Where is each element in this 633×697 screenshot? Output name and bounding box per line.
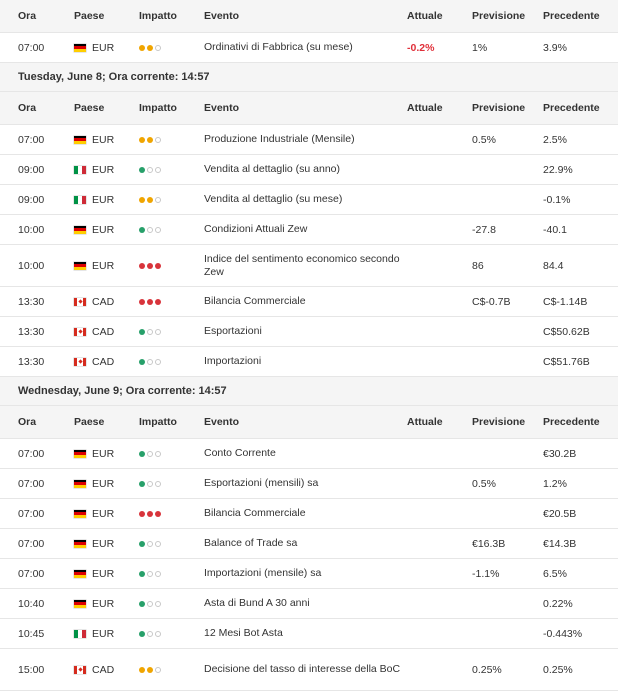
flag-de-icon: [74, 450, 86, 458]
impact-dot-filled-icon: [147, 299, 153, 305]
event-country: [74, 508, 139, 520]
impact-dot-filled-icon: [139, 511, 145, 517]
event-row[interactable]: [0, 125, 618, 155]
impact-dot-empty-icon: [147, 481, 153, 487]
impact-dot-filled-icon: [139, 137, 145, 143]
event-country: [74, 326, 139, 338]
impact-dot-empty-icon: [147, 601, 153, 607]
impact-dot-empty-icon: [155, 451, 161, 457]
impact-dot-empty-icon: [147, 329, 153, 335]
flag-it-icon: [74, 166, 86, 174]
currency-code: EUR: [92, 259, 115, 272]
event-row[interactable]: [0, 33, 618, 63]
impact-indicator: [139, 359, 204, 365]
event-country: [74, 356, 139, 368]
impact-indicator: [139, 511, 204, 517]
impact-indicator: [139, 481, 204, 487]
impact-dot-empty-icon: [147, 167, 153, 173]
column-header-event: Evento: [204, 101, 240, 114]
column-header-country: Paese: [74, 10, 105, 22]
impact-dot-empty-icon: [147, 359, 153, 365]
event-country: [74, 194, 139, 206]
impact-dot-filled-icon: [147, 667, 153, 673]
event-time: 07:00: [18, 477, 45, 490]
event-country: [74, 224, 139, 236]
column-header-country: Paese: [74, 102, 105, 114]
previous-value: -0.1%: [543, 193, 571, 206]
impact-dot-empty-icon: [155, 329, 161, 335]
impact-dot-filled-icon: [147, 137, 153, 143]
event-row[interactable]: [0, 589, 618, 619]
event-country: [74, 164, 139, 176]
event-row[interactable]: [0, 347, 618, 377]
event-name[interactable]: Indice del sentimento economico secondo Zew: [204, 252, 400, 278]
column-header-forecast: Previsione: [472, 416, 526, 428]
forecast-value: -1.1%: [472, 567, 500, 580]
event-country: [74, 42, 139, 54]
impact-dot-filled-icon: [139, 263, 145, 269]
currency-code: EUR: [92, 163, 115, 176]
flag-de-icon: [74, 600, 86, 608]
table-header: [0, 406, 618, 439]
impact-dot-empty-icon: [155, 481, 161, 487]
impact-dot-filled-icon: [139, 227, 145, 233]
event-name[interactable]: Condizioni Attuali Zew: [204, 223, 308, 235]
currency-code: CAD: [92, 325, 115, 338]
currency-code: EUR: [92, 627, 115, 640]
forecast-value: €16.3B: [472, 537, 506, 550]
event-time: 07:00: [18, 567, 45, 580]
impact-dot-filled-icon: [139, 45, 145, 51]
flag-de-icon: [74, 262, 86, 270]
impact-dot-filled-icon: [147, 511, 153, 517]
currency-code: CAD: [92, 663, 115, 676]
event-name[interactable]: Importazioni: [204, 355, 262, 367]
event-country: [74, 598, 139, 610]
column-header-actual: Attuale: [407, 416, 443, 428]
column-header-event: Evento: [204, 415, 240, 428]
previous-value: 0.22%: [543, 597, 573, 610]
flag-it-icon: [74, 630, 86, 638]
table-header: [0, 0, 618, 33]
event-name[interactable]: Asta di Bund A 30 anni: [204, 597, 310, 609]
column-header-previous: Precedente: [543, 102, 600, 114]
date-section-title: Tuesday, June 8; Ora corrente: 14:57: [0, 63, 618, 92]
event-country: [74, 134, 139, 146]
impact-dot-empty-icon: [147, 571, 153, 577]
column-header-time: Ora: [18, 10, 37, 22]
column-header-previous: Precedente: [543, 10, 600, 22]
event-name[interactable]: Conto Corrente: [204, 447, 276, 459]
currency-code: EUR: [92, 447, 115, 460]
forecast-value: 0.5%: [472, 477, 496, 490]
impact-dot-empty-icon: [155, 197, 161, 203]
flag-de-icon: [74, 226, 86, 234]
flag-de-icon: [74, 136, 86, 144]
forecast-value: 0.25%: [472, 663, 502, 676]
forecast-value: -27.8: [472, 223, 496, 236]
actual-value: -0.2%: [407, 41, 435, 54]
event-time: 10:00: [18, 223, 45, 236]
impact-dot-empty-icon: [155, 601, 161, 607]
event-country: [74, 448, 139, 460]
impact-dot-empty-icon: [155, 227, 161, 233]
column-header-time: Ora: [18, 102, 37, 114]
event-country: [74, 260, 139, 272]
impact-dot-empty-icon: [147, 631, 153, 637]
event-row[interactable]: [0, 317, 618, 347]
previous-value: -40.1: [543, 223, 567, 236]
event-time: 09:00: [18, 163, 45, 176]
previous-value: €20.5B: [543, 507, 577, 520]
currency-code: CAD: [92, 355, 115, 368]
event-time: 10:40: [18, 597, 45, 610]
event-row[interactable]: [0, 559, 618, 589]
event-time: 07:00: [18, 507, 45, 520]
impact-dot-filled-icon: [139, 601, 145, 607]
impact-indicator: [139, 541, 204, 547]
event-time: 13:30: [18, 295, 45, 308]
impact-dot-filled-icon: [147, 45, 153, 51]
previous-value: €14.3B: [543, 537, 577, 550]
previous-value: €30.2B: [543, 447, 577, 460]
date-section-title: Wednesday, June 9; Ora corrente: 14:57: [0, 377, 618, 406]
impact-indicator: [139, 299, 204, 305]
currency-code: EUR: [92, 41, 115, 54]
impact-indicator: [139, 601, 204, 607]
impact-dot-filled-icon: [139, 631, 145, 637]
impact-dot-empty-icon: [147, 541, 153, 547]
flag-ca-icon: [74, 298, 86, 306]
impact-dot-filled-icon: [139, 359, 145, 365]
impact-dot-empty-icon: [147, 227, 153, 233]
currency-code: EUR: [92, 193, 115, 206]
table-header: [0, 92, 618, 125]
event-time: 07:00: [18, 447, 45, 460]
event-time: 15:00: [18, 663, 45, 676]
currency-code: EUR: [92, 597, 115, 610]
impact-dot-filled-icon: [147, 197, 153, 203]
event-country: [74, 628, 139, 640]
event-time: 10:45: [18, 627, 45, 640]
column-header-forecast: Previsione: [472, 102, 526, 114]
impact-dot-empty-icon: [155, 571, 161, 577]
event-time: 13:30: [18, 355, 45, 368]
event-country: [74, 296, 139, 308]
event-row[interactable]: [0, 529, 618, 559]
flag-de-icon: [74, 510, 86, 518]
currency-code: EUR: [92, 537, 115, 550]
previous-value: C$50.62B: [543, 325, 590, 338]
event-row[interactable]: [0, 619, 618, 649]
impact-indicator: [139, 571, 204, 577]
column-header-impact: Impatto: [139, 416, 177, 428]
impact-dot-filled-icon: [139, 329, 145, 335]
column-header-impact: Impatto: [139, 102, 177, 114]
event-row[interactable]: [0, 215, 618, 245]
impact-dot-filled-icon: [139, 541, 145, 547]
event-name[interactable]: Vendita al dettaglio (su anno): [204, 163, 341, 175]
impact-indicator: [139, 227, 204, 233]
flag-de-icon: [74, 570, 86, 578]
column-header-time: Ora: [18, 416, 37, 428]
column-header-actual: Attuale: [407, 10, 443, 22]
previous-value: -0.443%: [543, 627, 583, 640]
currency-code: EUR: [92, 133, 115, 146]
previous-value: 3.9%: [543, 41, 567, 54]
currency-code: EUR: [92, 223, 115, 236]
event-row[interactable]: [0, 287, 618, 317]
event-row[interactable]: [0, 499, 618, 529]
impact-dot-empty-icon: [155, 137, 161, 143]
previous-value: 6.5%: [543, 567, 567, 580]
impact-dot-filled-icon: [155, 263, 161, 269]
flag-ca-icon: [74, 328, 86, 336]
impact-dot-filled-icon: [155, 511, 161, 517]
event-name[interactable]: Bilancia Commerciale: [204, 507, 306, 519]
event-name[interactable]: Bilancia Commerciale: [204, 295, 306, 307]
column-header-event: Evento: [204, 9, 240, 22]
column-header-impact: Impatto: [139, 10, 177, 22]
impact-dot-empty-icon: [155, 541, 161, 547]
previous-value: 1.2%: [543, 477, 567, 490]
impact-dot-empty-icon: [155, 631, 161, 637]
event-row[interactable]: [0, 185, 618, 215]
event-name[interactable]: Vendita al dettaglio (su mese): [204, 193, 343, 205]
impact-dot-empty-icon: [155, 359, 161, 365]
event-country: [74, 664, 139, 676]
event-row[interactable]: [0, 649, 618, 691]
event-name[interactable]: Ordinativi di Fabbrica (su mese): [204, 41, 353, 53]
currency-code: EUR: [92, 477, 115, 490]
event-row[interactable]: [0, 245, 618, 287]
flag-ca-icon: [74, 666, 86, 674]
event-name[interactable]: Esportazioni: [204, 325, 262, 337]
impact-indicator: [139, 167, 204, 173]
event-row[interactable]: [0, 469, 618, 499]
currency-code: EUR: [92, 507, 115, 520]
impact-dot-empty-icon: [155, 45, 161, 51]
impact-dot-filled-icon: [139, 481, 145, 487]
impact-dot-filled-icon: [139, 667, 145, 673]
event-country: [74, 478, 139, 490]
impact-dot-empty-icon: [155, 667, 161, 673]
impact-indicator: [139, 137, 204, 143]
impact-indicator: [139, 631, 204, 637]
column-header-forecast: Previsione: [472, 10, 526, 22]
event-time: 07:00: [18, 133, 45, 146]
impact-indicator: [139, 451, 204, 457]
event-time: 07:00: [18, 41, 45, 54]
flag-de-icon: [74, 44, 86, 52]
flag-de-icon: [74, 480, 86, 488]
impact-dot-empty-icon: [147, 451, 153, 457]
event-country: [74, 568, 139, 580]
previous-value: 22.9%: [543, 163, 573, 176]
flag-de-icon: [74, 540, 86, 548]
impact-indicator: [139, 263, 204, 269]
currency-code: EUR: [92, 567, 115, 580]
event-country: [74, 538, 139, 550]
previous-value: 0.25%: [543, 663, 573, 676]
impact-dot-filled-icon: [139, 451, 145, 457]
event-name[interactable]: Produzione Industriale (Mensile): [204, 133, 355, 145]
forecast-value: 1%: [472, 41, 488, 54]
impact-indicator: [139, 667, 204, 673]
event-time: 13:30: [18, 325, 45, 338]
flag-it-icon: [74, 196, 86, 204]
impact-dot-filled-icon: [139, 299, 145, 305]
event-name[interactable]: Esportazioni (mensili) sa: [204, 477, 319, 489]
forecast-value: C$-0.7B: [472, 295, 511, 308]
column-header-previous: Precedente: [543, 416, 600, 428]
impact-dot-empty-icon: [155, 167, 161, 173]
event-name[interactable]: 12 Mesi Bot Asta: [204, 627, 283, 639]
forecast-value: 0.5%: [472, 133, 496, 146]
column-header-country: Paese: [74, 416, 105, 428]
event-name[interactable]: Decisione del tasso di interesse della BoC: [204, 663, 401, 675]
impact-dot-filled-icon: [155, 299, 161, 305]
previous-value: C$-1.14B: [543, 295, 588, 308]
previous-value: C$51.76B: [543, 355, 590, 368]
impact-dot-filled-icon: [139, 197, 145, 203]
flag-ca-icon: [74, 358, 86, 366]
event-name[interactable]: Balance of Trade sa: [204, 537, 298, 549]
impact-indicator: [139, 329, 204, 335]
currency-code: CAD: [92, 295, 115, 308]
event-time: 10:00: [18, 259, 45, 272]
event-name[interactable]: Importazioni (mensile) sa: [204, 567, 322, 579]
previous-value: 84.4: [543, 259, 564, 272]
event-row[interactable]: [0, 155, 618, 185]
event-time: 07:00: [18, 537, 45, 550]
impact-dot-filled-icon: [139, 167, 145, 173]
impact-indicator: [139, 197, 204, 203]
forecast-value: 86: [472, 259, 484, 272]
impact-indicator: [139, 45, 204, 51]
event-time: 09:00: [18, 193, 45, 206]
impact-dot-filled-icon: [139, 571, 145, 577]
column-header-actual: Attuale: [407, 102, 443, 114]
previous-value: 2.5%: [543, 133, 567, 146]
impact-dot-filled-icon: [147, 263, 153, 269]
event-row[interactable]: [0, 439, 618, 469]
